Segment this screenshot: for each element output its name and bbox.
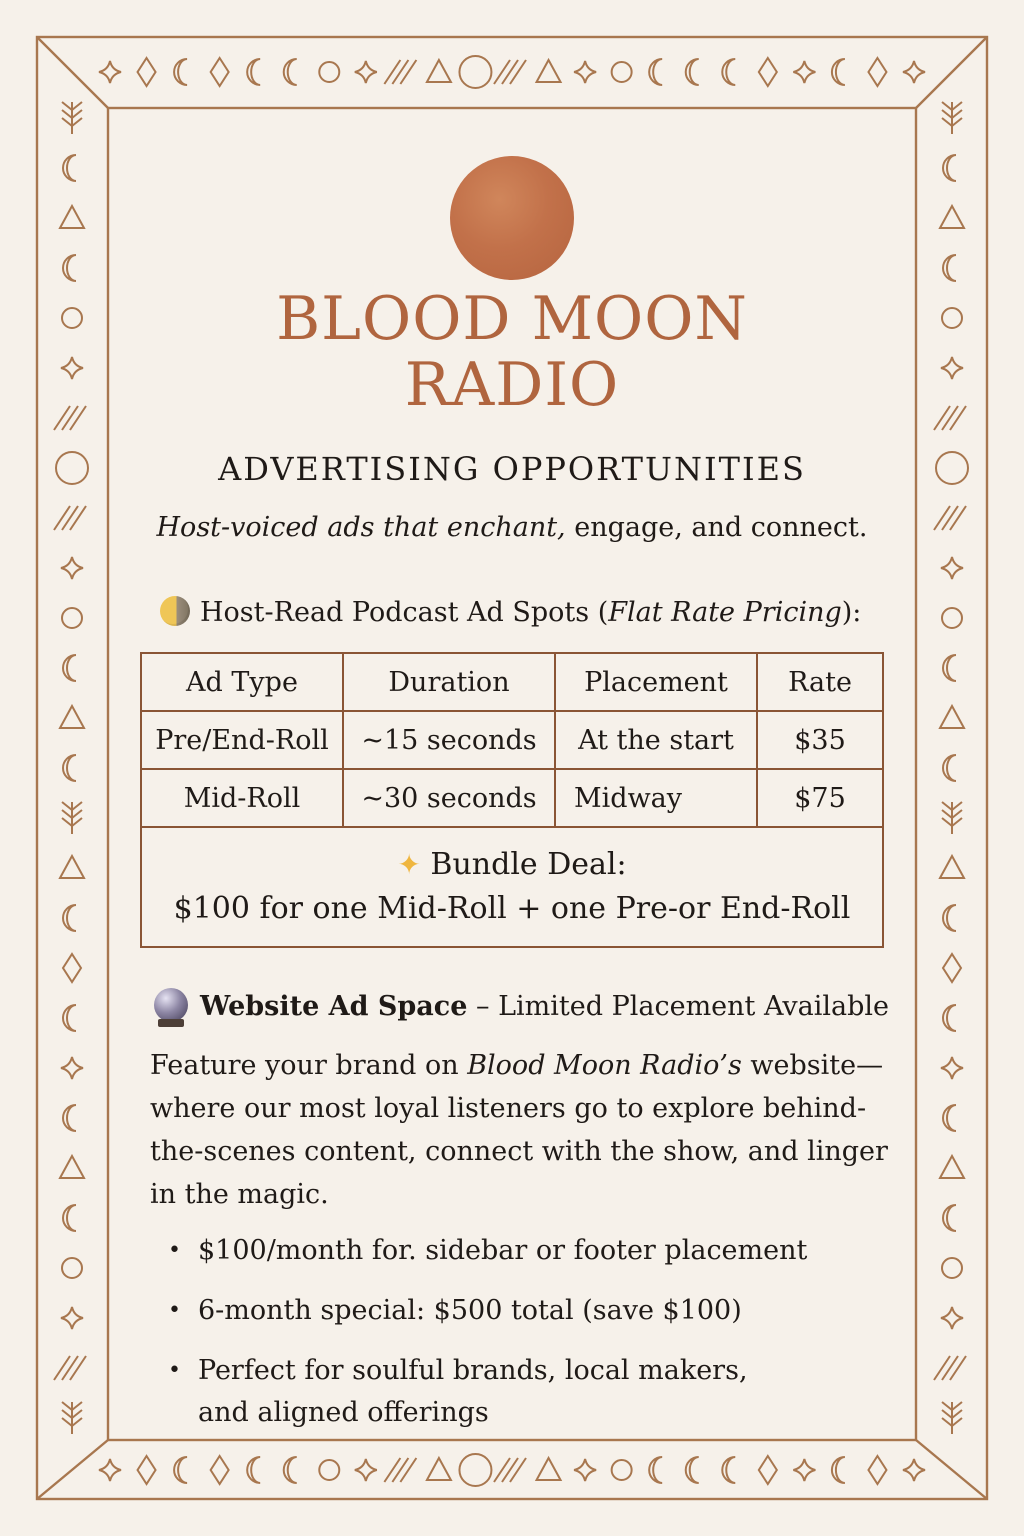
- header-cell: Duration: [343, 653, 555, 711]
- border-motif-star: [574, 1459, 596, 1481]
- border-motif-bigcircle: [459, 56, 491, 88]
- border-motif-crescent: [63, 155, 76, 181]
- border-motif-tri: [940, 856, 964, 878]
- border-motif-circle: [612, 62, 632, 82]
- border-motif-circle: [62, 1258, 82, 1278]
- border-motif-star: [793, 1459, 815, 1481]
- border-motif-circle: [319, 1460, 339, 1480]
- border-motif-crescent: [832, 59, 845, 85]
- border-motif-tri: [427, 60, 451, 82]
- podcast-heading-note: Flat Rate Pricing: [608, 597, 842, 628]
- border-motif-slash: [54, 406, 86, 430]
- border-motif-arrow: [942, 1402, 962, 1434]
- list-item-line: and aligned offerings: [198, 1397, 489, 1428]
- border-motif-slash: [54, 506, 86, 530]
- border-motif-star: [61, 1307, 83, 1329]
- page-subtitle: ADVERTISING OPPORTUNITIES: [218, 450, 806, 488]
- border-motif-tri: [537, 60, 561, 82]
- border-motif-crescent: [174, 1457, 187, 1483]
- border-motif-circle: [942, 1258, 962, 1278]
- blood-moon-logo: [450, 156, 574, 280]
- tagline-italic: Host-voiced ads that enchant,: [156, 512, 566, 543]
- tagline: [112, 512, 912, 543]
- website-bullet-list: [160, 1230, 900, 1452]
- border-motif-star: [903, 61, 925, 83]
- border-motif-crescent: [943, 755, 956, 781]
- table-header-row: [141, 653, 883, 711]
- border-motif-crescent: [63, 255, 76, 281]
- border-motif-tri: [427, 1458, 451, 1480]
- header-cell: Ad Type: [141, 653, 343, 711]
- border-motif-star: [903, 1459, 925, 1481]
- border-motif-slash: [934, 506, 966, 530]
- half-moon-icon: [160, 596, 190, 626]
- list-item: • 6-month special: $500 total (save $100): [160, 1290, 900, 1332]
- border-motif-diamond: [63, 954, 81, 982]
- border-motif-bigcircle: [459, 1454, 491, 1486]
- border-motif-diamond: [868, 58, 886, 86]
- table-cell: Mid-Roll: [141, 769, 343, 827]
- border-motif-crescent: [943, 1205, 956, 1231]
- border-motif-arrow: [942, 802, 962, 834]
- podcast-heading-text: Host-Read Podcast Ad Spots: [200, 597, 590, 628]
- ad-pricing-table: [140, 652, 884, 948]
- website-description: [150, 1044, 910, 1216]
- border-motif-crescent: [63, 1105, 76, 1131]
- border-motif-tri: [60, 856, 84, 878]
- header-cell: Rate: [757, 653, 883, 711]
- border-motif-tri: [537, 1458, 561, 1480]
- bundle-row: [141, 827, 883, 947]
- border-motif-diamond: [211, 1456, 229, 1484]
- table-row: [141, 711, 883, 769]
- border-motif-crescent: [943, 255, 956, 281]
- sparkle-icon: ✦: [397, 848, 421, 881]
- border-motif-crescent: [247, 59, 260, 85]
- border-motif-star: [61, 557, 83, 579]
- list-item-line: Perfect for soulful brands, local makers,: [198, 1355, 748, 1386]
- border-motif-slash: [494, 1458, 526, 1482]
- bundle-label: Bundle Deal:: [430, 847, 627, 882]
- border-motif-arrow: [62, 102, 82, 134]
- border-motif-star: [941, 1307, 963, 1329]
- website-para-end: website— where our most loyal listeners go to explore behind-the-scenes content, connect with the show, and linger in the magic.: [150, 1050, 888, 1210]
- border-motif-star: [99, 61, 121, 83]
- website-heading-text: Website Ad Space: [200, 991, 468, 1022]
- border-motif-crescent: [943, 1005, 956, 1031]
- page-title: [112, 286, 912, 418]
- border-motif-tri: [940, 706, 964, 728]
- border-motif-crescent: [284, 1457, 297, 1483]
- bundle-cell: [141, 827, 883, 947]
- border-motif-star: [941, 1057, 963, 1079]
- border-motif-tri: [940, 206, 964, 228]
- border-motif-slash: [54, 1356, 86, 1380]
- border-motif-diamond: [211, 58, 229, 86]
- table-cell: At the start: [555, 711, 757, 769]
- website-para-italic: Blood Moon Radio’s: [467, 1050, 742, 1081]
- border-motif-crescent: [63, 1005, 76, 1031]
- border-motif-star: [61, 1057, 83, 1079]
- podcast-section-heading: Host-Read Podcast Ad Spots (Flat Rate Pricing):: [160, 596, 861, 628]
- table-cell: Pre/End-Roll: [141, 711, 343, 769]
- border-motif-bigcircle: [936, 452, 968, 484]
- border-motif-arrow: [942, 102, 962, 134]
- tagline-rest: engage, and connect.: [565, 512, 868, 543]
- border-motif-crescent: [284, 59, 297, 85]
- border-motif-crescent: [649, 59, 662, 85]
- list-item: • $100/month for. sidebar or footer placement: [160, 1230, 900, 1272]
- crystal-ball-icon: [154, 988, 188, 1022]
- table-row: [141, 769, 883, 827]
- border-motif-crescent: [649, 1457, 662, 1483]
- border-motif-circle: [319, 62, 339, 82]
- border-motif-diamond: [868, 1456, 886, 1484]
- border-motif-crescent: [943, 655, 956, 681]
- border-motif-circle: [62, 608, 82, 628]
- border-motif-circle: [62, 308, 82, 328]
- border-motif-crescent: [832, 1457, 845, 1483]
- border-motif-crescent: [63, 755, 76, 781]
- border-motif-star: [941, 357, 963, 379]
- border-motif-slash: [934, 406, 966, 430]
- border-motif-star: [793, 61, 815, 83]
- website-heading-note: Limited Placement Available: [498, 991, 889, 1022]
- border-motif-star: [574, 61, 596, 83]
- border-motif-star: [61, 357, 83, 379]
- table-cell: ~15 seconds: [343, 711, 555, 769]
- border-motif-arrow: [62, 802, 82, 834]
- border-motif-crescent: [686, 1457, 699, 1483]
- border-motif-slash: [384, 1458, 416, 1482]
- border-motif-star: [99, 1459, 121, 1481]
- border-motif-crescent: [722, 59, 735, 85]
- border-motif-slash: [384, 60, 416, 84]
- border-motif-star: [355, 61, 377, 83]
- list-item: [160, 1350, 900, 1434]
- border-motif-arrow: [62, 1402, 82, 1434]
- border-motif-crescent: [63, 905, 76, 931]
- border-motif-tri: [60, 706, 84, 728]
- website-para-start: Feature your brand on: [150, 1050, 468, 1081]
- border-motif-diamond: [759, 58, 777, 86]
- border-motif-crescent: [722, 1457, 735, 1483]
- table-cell: $75: [757, 769, 883, 827]
- border-motif-crescent: [686, 59, 699, 85]
- border-motif-tri: [940, 1156, 964, 1178]
- border-motif-crescent: [943, 1105, 956, 1131]
- header-cell: Placement: [555, 653, 757, 711]
- website-section-heading: Website Ad Space – Limited Placement Available: [154, 988, 889, 1022]
- border-motif-crescent: [63, 1205, 76, 1231]
- title-line-2: RADIO: [404, 350, 620, 420]
- border-motif-bigcircle: [56, 452, 88, 484]
- table-cell: $35: [757, 711, 883, 769]
- border-motif-diamond: [138, 1456, 156, 1484]
- border-motif-diamond: [138, 58, 156, 86]
- border-motif-diamond: [943, 954, 961, 982]
- table-cell: Midway: [555, 769, 757, 827]
- border-motif-circle: [612, 1460, 632, 1480]
- border-motif-star: [355, 1459, 377, 1481]
- border-motif-crescent: [247, 1457, 260, 1483]
- border-motif-crescent: [63, 655, 76, 681]
- border-motif-crescent: [943, 155, 956, 181]
- border-motif-tri: [60, 206, 84, 228]
- border-motif-crescent: [943, 905, 956, 931]
- bundle-detail: $100 for one Mid-Roll + one Pre-or End-Roll: [173, 891, 851, 926]
- border-motif-crescent: [174, 59, 187, 85]
- title-line-1: BLOOD MOON: [276, 284, 748, 354]
- border-motif-star: [941, 557, 963, 579]
- table-cell: ~30 seconds: [343, 769, 555, 827]
- border-motif-circle: [942, 608, 962, 628]
- border-motif-diamond: [759, 1456, 777, 1484]
- border-motif-circle: [942, 308, 962, 328]
- border-motif-slash: [934, 1356, 966, 1380]
- border-motif-tri: [60, 1156, 84, 1178]
- border-motif-slash: [494, 60, 526, 84]
